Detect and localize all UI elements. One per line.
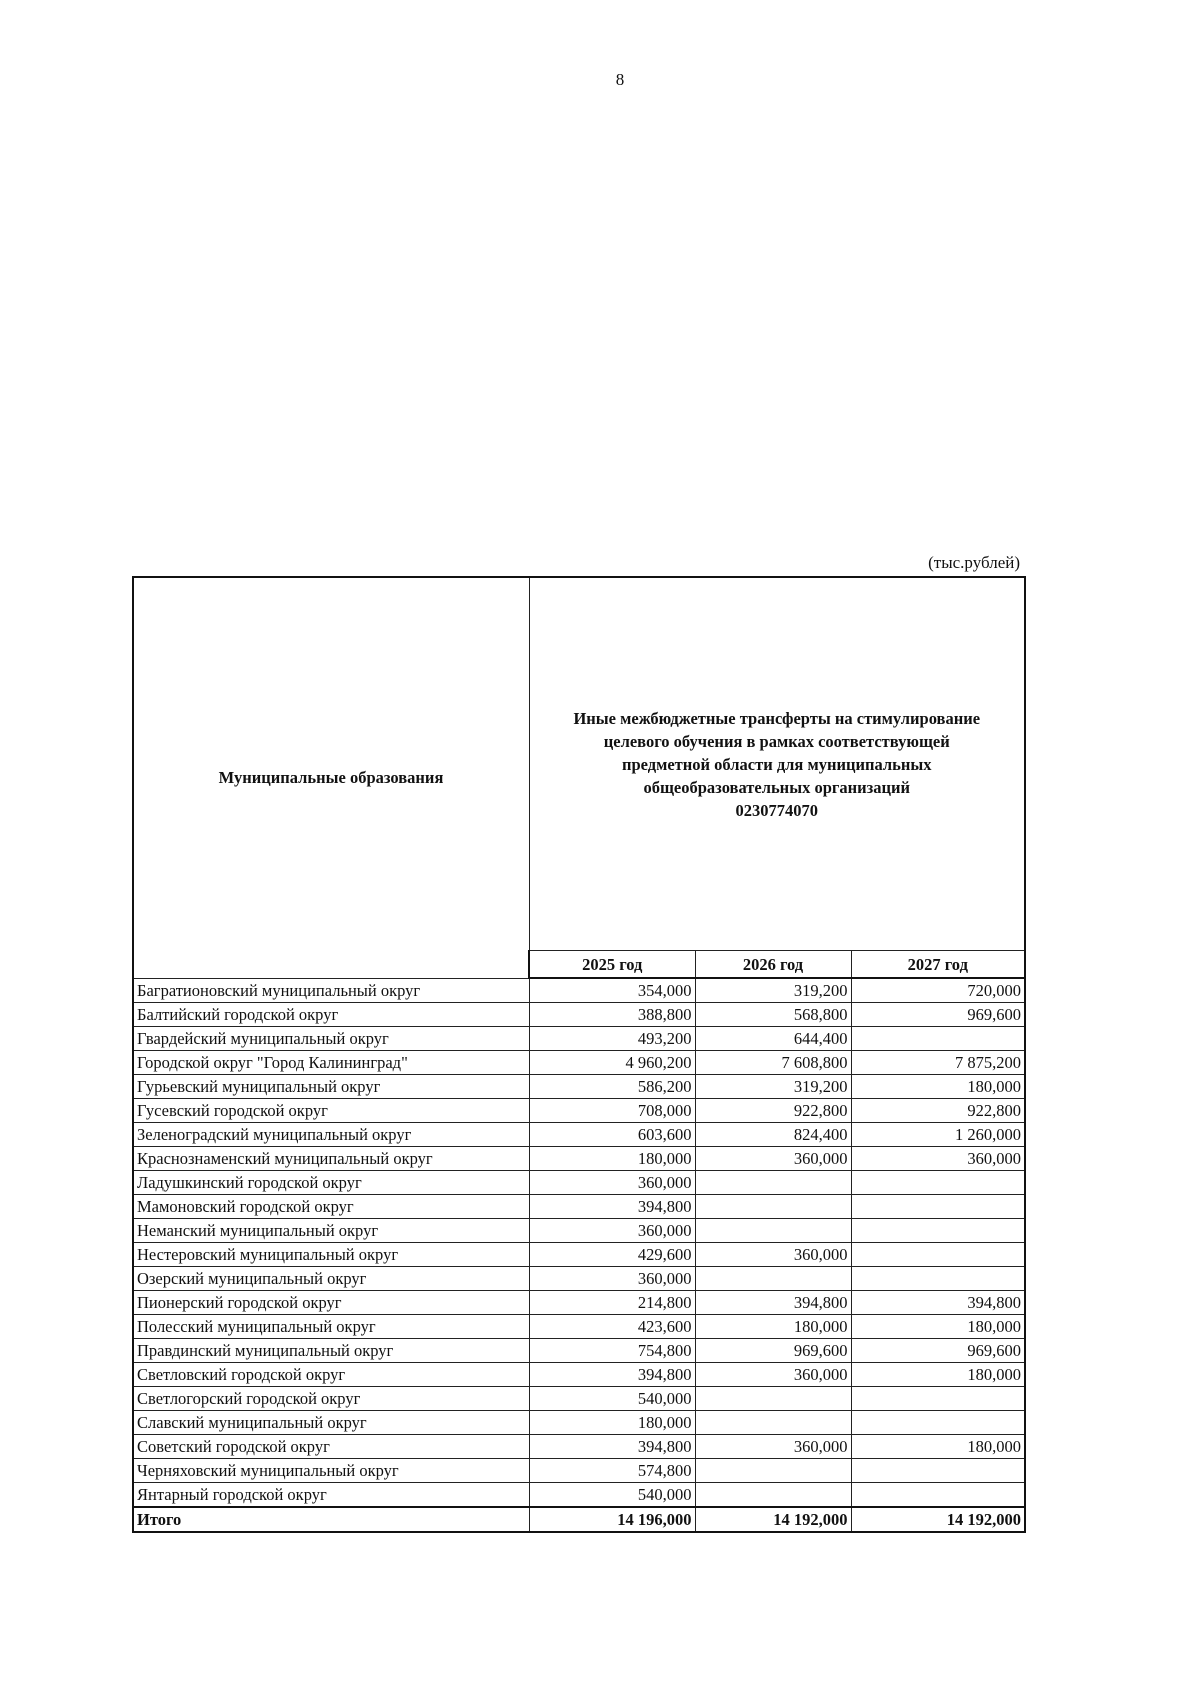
table-row: [133, 1411, 1025, 1435]
value-2026: 360,000: [695, 1147, 851, 1171]
header-line-2: целевого обучения в рамках соответствующей: [603, 731, 950, 751]
units-label: (тыс.рублей): [928, 553, 1020, 572]
value-2025: 4 960,200: [529, 1051, 695, 1075]
header-transfers: [529, 577, 1025, 951]
year-2025: 2025 год: [529, 951, 695, 979]
value-2026: 969,600: [695, 1339, 851, 1363]
value-2025: 708,000: [529, 1099, 695, 1123]
value-2025: 540,000: [529, 1483, 695, 1508]
value-2027: [851, 1387, 1025, 1411]
municipality-name: Советский городской округ: [133, 1435, 529, 1459]
municipality-name: Ладушкинский городской округ: [133, 1171, 529, 1195]
municipality-name: Нестеровский муниципальный округ: [133, 1243, 529, 1267]
value-2027: [851, 1171, 1025, 1195]
value-2025: 180,000: [529, 1147, 695, 1171]
municipality-name: Итого: [133, 1507, 529, 1532]
value-2027: 969,600: [851, 1003, 1025, 1027]
table-row: [133, 1219, 1025, 1243]
value-2026: 360,000: [695, 1435, 851, 1459]
value-2025: 586,200: [529, 1075, 695, 1099]
value-2027: 394,800: [851, 1291, 1025, 1315]
value-2027: 180,000: [851, 1315, 1025, 1339]
table-row: [133, 1075, 1025, 1099]
value-2026: [695, 1171, 851, 1195]
municipality-name: Гурьевский муниципальный округ: [133, 1075, 529, 1099]
value-2027: [851, 1243, 1025, 1267]
header-line-1: Иные межбюджетные трансферты на стимулирование: [573, 708, 981, 728]
total-row: [133, 1507, 1025, 1532]
value-2026: 319,200: [695, 978, 851, 1003]
value-2027: 14 192,000: [851, 1507, 1025, 1532]
value-2027: [851, 1483, 1025, 1508]
table-row: [133, 1195, 1025, 1219]
table-row: [133, 1051, 1025, 1075]
municipality-name: Славский муниципальный округ: [133, 1411, 529, 1435]
value-2026: [695, 1387, 851, 1411]
value-2026: 319,200: [695, 1075, 851, 1099]
value-2026: 922,800: [695, 1099, 851, 1123]
value-2025: 180,000: [529, 1411, 695, 1435]
value-2025: 360,000: [529, 1219, 695, 1243]
value-2027: 180,000: [851, 1363, 1025, 1387]
table-row: [133, 1027, 1025, 1051]
value-2026: 824,400: [695, 1123, 851, 1147]
value-2026: 394,800: [695, 1291, 851, 1315]
value-2027: 922,800: [851, 1099, 1025, 1123]
transfers-table: [132, 576, 1026, 1533]
municipality-name: Гвардейский муниципальный округ: [133, 1027, 529, 1051]
table-row: [133, 1123, 1025, 1147]
value-2025: 493,200: [529, 1027, 695, 1051]
municipality-name: Городской округ "Город Калининград": [133, 1051, 529, 1075]
header-code: 0230774070: [735, 800, 818, 820]
page-number: 8: [615, 70, 625, 89]
municipality-name: Озерский муниципальный округ: [133, 1267, 529, 1291]
value-2026: [695, 1195, 851, 1219]
value-2025: 540,000: [529, 1387, 695, 1411]
municipality-name: Балтийский городской округ: [133, 1003, 529, 1027]
municipality-name: Краснознаменский муниципальный округ: [133, 1147, 529, 1171]
value-2025: 14 196,000: [529, 1507, 695, 1532]
municipality-name: Янтарный городской округ: [133, 1483, 529, 1508]
year-2027: 2027 год: [851, 951, 1025, 979]
municipality-name: Гусевский городской округ: [133, 1099, 529, 1123]
header-municipalities: Муниципальные образования: [133, 577, 529, 978]
municipality-name: Багратионовский муниципальный округ: [133, 978, 529, 1003]
value-2026: 180,000: [695, 1315, 851, 1339]
value-2025: 394,800: [529, 1435, 695, 1459]
municipality-name: Черняховский муниципальный округ: [133, 1459, 529, 1483]
value-2026: [695, 1459, 851, 1483]
value-2025: 429,600: [529, 1243, 695, 1267]
value-2026: [695, 1267, 851, 1291]
value-2025: 360,000: [529, 1267, 695, 1291]
table-row: [133, 1171, 1025, 1195]
value-2025: 423,600: [529, 1315, 695, 1339]
table-row: [133, 1339, 1025, 1363]
value-2027: [851, 1411, 1025, 1435]
table-row: [133, 1147, 1025, 1171]
municipality-name: Зеленоградский муниципальный округ: [133, 1123, 529, 1147]
value-2026: 568,800: [695, 1003, 851, 1027]
value-2026: 360,000: [695, 1363, 851, 1387]
value-2027: [851, 1027, 1025, 1051]
value-2025: 360,000: [529, 1171, 695, 1195]
value-2026: [695, 1411, 851, 1435]
table-row: [133, 1387, 1025, 1411]
municipality-name: Полесский муниципальный округ: [133, 1315, 529, 1339]
value-2026: 7 608,800: [695, 1051, 851, 1075]
table-row: [133, 978, 1025, 1003]
value-2025: 394,800: [529, 1363, 695, 1387]
value-2027: 7 875,200: [851, 1051, 1025, 1075]
value-2027: 720,000: [851, 978, 1025, 1003]
value-2027: [851, 1459, 1025, 1483]
municipality-name: Пионерский городской округ: [133, 1291, 529, 1315]
value-2026: 360,000: [695, 1243, 851, 1267]
value-2027: [851, 1195, 1025, 1219]
value-2025: 603,600: [529, 1123, 695, 1147]
value-2027: 969,600: [851, 1339, 1025, 1363]
municipality-name: Светлогорский городской округ: [133, 1387, 529, 1411]
table-row: [133, 1435, 1025, 1459]
value-2025: 354,000: [529, 978, 695, 1003]
header-line-4: общеобразовательных организаций: [643, 777, 911, 797]
value-2027: 180,000: [851, 1435, 1025, 1459]
value-2027: [851, 1267, 1025, 1291]
table-row: [133, 1003, 1025, 1027]
value-2025: 574,800: [529, 1459, 695, 1483]
table-row: [133, 1243, 1025, 1267]
table-row: [133, 1363, 1025, 1387]
header-line-3: предметной области для муниципальных: [621, 754, 932, 774]
value-2027: [851, 1219, 1025, 1243]
municipality-name: Светловский городской округ: [133, 1363, 529, 1387]
value-2027: 180,000: [851, 1075, 1025, 1099]
table-row: [133, 1267, 1025, 1291]
municipality-name: Неманский муниципальный округ: [133, 1219, 529, 1243]
value-2026: 644,400: [695, 1027, 851, 1051]
municipality-name: Правдинский муниципальный округ: [133, 1339, 529, 1363]
table-row: [133, 1291, 1025, 1315]
value-2025: 214,800: [529, 1291, 695, 1315]
value-2026: 14 192,000: [695, 1507, 851, 1532]
value-2026: [695, 1219, 851, 1243]
table-row: [133, 1099, 1025, 1123]
municipality-name: Мамоновский городской округ: [133, 1195, 529, 1219]
value-2027: 360,000: [851, 1147, 1025, 1171]
value-2025: 388,800: [529, 1003, 695, 1027]
value-2027: 1 260,000: [851, 1123, 1025, 1147]
table-row: [133, 1483, 1025, 1508]
year-2026: 2026 год: [695, 951, 851, 979]
table-row: [133, 1459, 1025, 1483]
value-2026: [695, 1483, 851, 1508]
value-2025: 754,800: [529, 1339, 695, 1363]
value-2025: 394,800: [529, 1195, 695, 1219]
table-row: [133, 1315, 1025, 1339]
